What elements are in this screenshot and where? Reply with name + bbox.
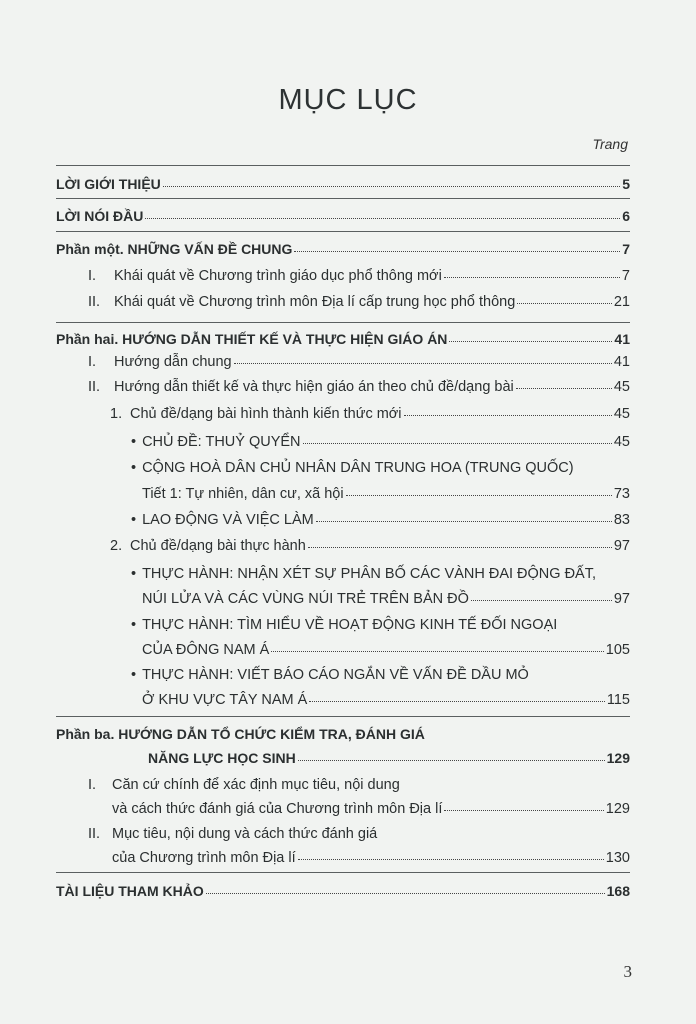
toc-entry-line[interactable] <box>131 617 557 633</box>
toc-entry-line[interactable] <box>131 667 529 683</box>
divider <box>56 165 630 166</box>
entry-label: LAO ĐỘNG VÀ VIỆC LÀM <box>142 512 314 528</box>
toc-entry[interactable] <box>142 692 630 708</box>
leader-dots <box>316 521 612 522</box>
toc-entry[interactable] <box>148 750 630 766</box>
toc-entry[interactable] <box>142 486 630 502</box>
toc-entry[interactable] <box>142 642 630 658</box>
toc-entry[interactable] <box>110 538 630 554</box>
entry-number: II. <box>88 379 101 395</box>
entry-page: 168 <box>606 883 630 899</box>
entry-number: 1. <box>110 406 123 422</box>
entry-page: 115 <box>606 692 630 708</box>
entry-label: CHỦ ĐỀ: THUỶ QUYỂN <box>142 434 301 450</box>
divider <box>56 198 630 199</box>
toc-entry[interactable] <box>110 406 630 422</box>
entry-label: Hướng dẫn thiết kế và thực hiện giáo án theo chủ đề/dạng bài <box>114 379 514 395</box>
toc-entry-phan-mot[interactable] <box>56 241 630 257</box>
entry-number: 2. <box>110 538 123 554</box>
toc-entry[interactable] <box>112 850 630 866</box>
entry-page: 45 <box>613 434 630 450</box>
entry-label: Khái quát về Chương trình giáo dục phổ thông mới <box>114 268 442 284</box>
toc-entry-tai-lieu[interactable] <box>56 883 630 899</box>
toc-entry[interactable] <box>131 434 630 450</box>
leader-dots <box>308 547 612 548</box>
divider <box>56 716 630 717</box>
entry-page: 129 <box>606 750 630 766</box>
entry-label: THỰC HÀNH: TÌM HIỂU VỀ HOẠT ĐỘNG KINH TẾ ĐỐI NGOẠI <box>142 617 558 633</box>
entry-label-cont: của Chương trình môn Địa lí <box>112 850 296 866</box>
toc-entry[interactable] <box>131 512 630 528</box>
entry-number: II. <box>88 294 101 310</box>
leader-dots <box>298 760 605 761</box>
leader-dots <box>145 218 620 219</box>
leader-dots <box>303 443 612 444</box>
entry-label-cont: NĂNG LỰC HỌC SINH <box>148 750 296 766</box>
toc-entry[interactable] <box>142 591 630 607</box>
entry-label: Mục tiêu, nội dung và cách thức đánh giá <box>112 826 378 842</box>
entry-page: 45 <box>613 379 630 395</box>
entry-page: 21 <box>613 294 630 310</box>
toc-entry[interactable] <box>88 268 630 284</box>
entry-page: 73 <box>613 486 630 502</box>
leader-dots <box>404 415 612 416</box>
bullet-icon: • <box>131 617 137 633</box>
entry-label: Khái quát về Chương trình môn Địa lí cấp trung học phổ thông <box>114 294 516 310</box>
divider <box>56 872 630 873</box>
toc-entry-loi-noi-dau[interactable] <box>56 208 630 224</box>
entry-label-cont: Ở KHU VỰC TÂY NAM Á <box>142 692 308 708</box>
divider <box>56 231 630 232</box>
bullet-icon: • <box>131 512 137 528</box>
divider <box>56 322 630 323</box>
bullet-icon: • <box>131 460 137 476</box>
entry-number: I. <box>88 354 97 370</box>
leader-dots <box>309 701 605 702</box>
page-column-label: Trang <box>592 136 628 152</box>
entry-page: 41 <box>614 331 630 347</box>
entry-page: 97 <box>613 591 630 607</box>
entry-label-cont: CỦA ĐÔNG NAM Á <box>142 642 270 658</box>
toc-entry-line[interactable] <box>131 460 574 476</box>
entry-page: 7 <box>622 241 630 257</box>
toc-entry[interactable] <box>112 801 630 817</box>
entry-number: I. <box>88 777 97 793</box>
leader-dots <box>271 651 604 652</box>
entry-label: LỜI GIỚI THIỆU <box>56 176 161 192</box>
toc-entry-loi-gioi-thieu[interactable] <box>56 176 630 192</box>
entry-page: 7 <box>621 268 630 284</box>
entry-label: Hướng dẫn chung <box>114 354 232 370</box>
entry-label: Chủ đề/dạng bài thực hành <box>130 538 306 554</box>
entry-label: THỰC HÀNH: VIẾT BÁO CÁO NGẮN VỀ VẤN ĐỀ DẦU MỎ <box>142 667 529 683</box>
entry-label: Căn cứ chính để xác định mục tiêu, nội dung <box>112 777 400 793</box>
toc-entry[interactable] <box>88 294 630 310</box>
toc-entry-line[interactable] <box>88 826 377 842</box>
entry-page: 105 <box>605 642 630 658</box>
entry-label-cont: NÚI LỬA VÀ CÁC VÙNG NÚI TRẺ TRÊN BẢN ĐỒ <box>142 591 469 607</box>
entry-page: 45 <box>613 406 630 422</box>
entry-page: 97 <box>613 538 630 554</box>
entry-label-cont: và cách thức đánh giá của Chương trình môn Địa lí <box>112 801 443 817</box>
leader-dots <box>294 251 620 252</box>
toc-entry-phan-hai[interactable] <box>56 331 630 347</box>
toc-entry-line[interactable] <box>88 777 400 793</box>
entry-label: Phần một. NHỮNG VẤN ĐỀ CHUNG <box>56 241 293 257</box>
entry-label: Phần ba. HƯỚNG DẪN TỔ CHỨC KIỂM TRA, ĐÁNH GIÁ <box>56 726 425 742</box>
page-number: 3 <box>623 962 632 981</box>
toc-entry-line[interactable] <box>131 566 596 582</box>
entry-label: CỘNG HOÀ DÂN CHỦ NHÂN DÂN TRUNG HOA (TRUNG QUỐC) <box>142 460 574 476</box>
entry-page: 41 <box>613 354 630 370</box>
toc-entry[interactable] <box>88 379 630 395</box>
toc-entry[interactable] <box>88 354 630 370</box>
entry-label: THỰC HÀNH: NHẬN XÉT SỰ PHÂN BỐ CÁC VÀNH ĐAI ĐỘNG ĐẤT, <box>142 566 596 582</box>
entry-page: 130 <box>605 850 630 866</box>
page-title: MỤC LỤC <box>278 84 418 116</box>
bullet-icon: • <box>131 667 137 683</box>
entry-page: 83 <box>613 512 630 528</box>
leader-dots <box>163 186 620 187</box>
leader-dots <box>516 388 612 389</box>
entry-page: 129 <box>605 801 630 817</box>
entry-label: Phần hai. HƯỚNG DẪN THIẾT KẾ VÀ THỰC HIỆN GIÁO ÁN <box>56 331 448 347</box>
leader-dots <box>298 859 604 860</box>
bullet-icon: • <box>131 566 137 582</box>
leader-dots <box>449 341 612 342</box>
entry-number: II. <box>88 826 101 842</box>
entry-label-cont: Tiết 1: Tự nhiên, dân cư, xã hội <box>142 486 344 502</box>
entry-label: TÀI LIỆU THAM KHẢO <box>56 883 204 899</box>
toc-entry-phan-ba[interactable] <box>56 726 425 742</box>
leader-dots <box>517 303 612 304</box>
leader-dots <box>346 495 612 496</box>
entry-label: Chủ đề/dạng bài hình thành kiến thức mới <box>130 406 402 422</box>
leader-dots <box>444 810 603 811</box>
leader-dots <box>444 277 620 278</box>
entry-label: LỜI NÓI ĐẦU <box>56 208 144 224</box>
bullet-icon: • <box>131 434 137 450</box>
entry-page: 6 <box>622 208 630 224</box>
entry-page: 5 <box>622 176 630 192</box>
entry-number: I. <box>88 268 97 284</box>
leader-dots <box>206 893 605 894</box>
leader-dots <box>234 363 612 364</box>
leader-dots <box>471 600 612 601</box>
